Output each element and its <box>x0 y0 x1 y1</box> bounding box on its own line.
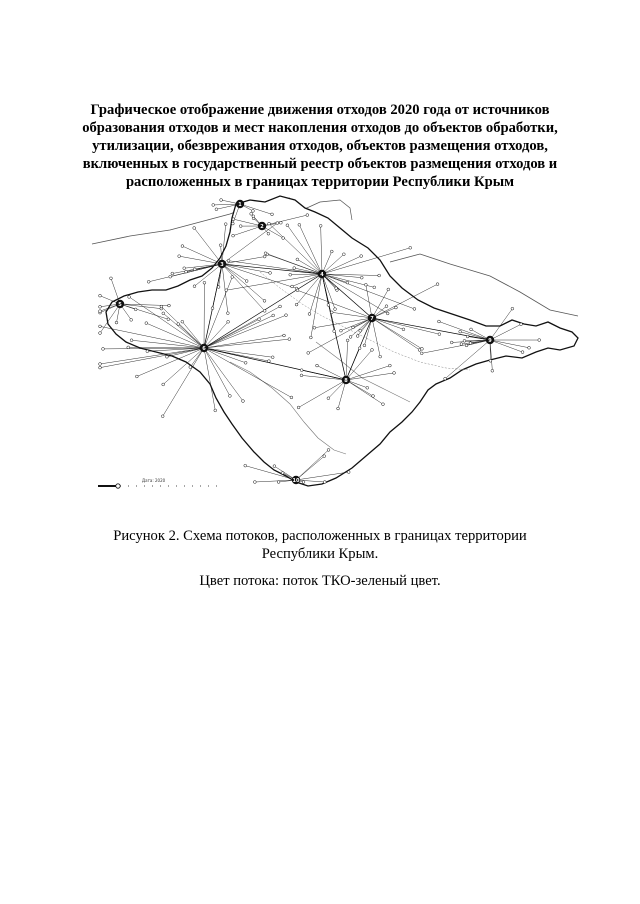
waste-source-point <box>162 383 165 386</box>
waste-source-point <box>135 375 138 378</box>
waste-source-point <box>444 377 447 380</box>
waste-source-point <box>99 325 102 328</box>
waste-source-point <box>379 355 382 358</box>
waste-source-point <box>228 395 231 398</box>
waste-source-point <box>279 221 282 224</box>
waste-source-point <box>313 326 316 329</box>
waste-source-point <box>252 209 255 212</box>
waste-source-point <box>466 335 469 338</box>
waste-source-point <box>372 395 375 398</box>
flow-line <box>182 246 222 264</box>
waste-source-point <box>168 304 171 307</box>
waste-source-point <box>166 355 169 358</box>
hub-marker <box>342 376 350 384</box>
title-line: Графическое отображение движения отходов 2020 года от источников <box>90 102 550 118</box>
title-line: образования отходов и мест накопления отходов до объектов обработки, <box>82 120 558 136</box>
waste-source-point <box>319 224 322 227</box>
waste-source-point <box>193 227 196 230</box>
waste-source-point <box>436 283 439 286</box>
waste-source-point <box>296 289 299 292</box>
waste-source-point <box>360 276 363 279</box>
waste-source-point <box>363 344 366 347</box>
hub-number: 1 <box>238 201 242 208</box>
waste-source-point <box>511 307 514 310</box>
waste-source-point <box>214 409 217 412</box>
waste-source-point <box>253 481 256 484</box>
hub-marker <box>486 336 494 344</box>
waste-source-point <box>215 208 218 211</box>
waste-source-point <box>267 232 270 235</box>
waste-source-point <box>239 225 242 228</box>
waste-source-point <box>386 312 389 315</box>
waste-source-point <box>438 320 441 323</box>
waste-source-point <box>296 258 299 261</box>
peninsula-outline <box>106 196 578 486</box>
waste-source-point <box>298 223 301 226</box>
waste-source-point <box>227 320 230 323</box>
waste-source-point <box>232 234 235 237</box>
waste-source-point <box>327 304 330 307</box>
caption-line: Рисунок 2. Схема потоков, расположенных в границах территории <box>113 527 527 544</box>
waste-source-point <box>300 374 303 377</box>
waste-source-point <box>220 199 223 202</box>
waste-source-point <box>334 308 337 311</box>
waste-source-point <box>340 329 343 332</box>
waste-source-point <box>167 318 170 321</box>
waste-source-point <box>273 465 276 468</box>
waste-source-point <box>288 338 291 341</box>
waste-source-point <box>258 318 261 321</box>
waste-source-point <box>489 359 492 362</box>
hub-marker <box>368 314 376 322</box>
waste-source-point <box>402 328 405 331</box>
waste-source-point <box>346 281 349 284</box>
waste-source-point <box>146 350 149 353</box>
waste-source-point <box>293 267 296 270</box>
document-title <box>80 101 560 191</box>
waste-source-point <box>358 347 361 350</box>
waste-source-point <box>420 352 423 355</box>
waste-source-point <box>395 306 398 309</box>
waste-source-point <box>181 320 184 323</box>
waste-source-point <box>147 280 150 283</box>
title-line: включенных в государственный реестр объектов размещения отходов и <box>82 156 558 172</box>
waste-source-point <box>130 339 133 342</box>
crimea-waste-flow-map <box>90 192 580 502</box>
waste-source-point <box>521 351 524 354</box>
waste-source-point <box>366 386 369 389</box>
waste-source-point <box>356 335 359 338</box>
waste-source-point <box>282 237 285 240</box>
waste-source-point <box>373 286 376 289</box>
hub-number: 3 <box>220 261 224 268</box>
waste-source-point <box>385 305 388 308</box>
waste-source-point <box>169 275 172 278</box>
waste-source-point <box>177 323 180 326</box>
waste-source-point <box>134 308 137 311</box>
hub-marker <box>116 300 124 308</box>
map-figure <box>90 192 580 502</box>
waste-source-point <box>330 250 333 253</box>
scale-bar <box>98 484 220 488</box>
waste-source-point <box>337 407 340 410</box>
waste-source-point <box>281 471 284 474</box>
waste-source-point <box>145 322 148 325</box>
waste-source-point <box>302 481 305 484</box>
waste-source-point <box>217 286 220 289</box>
waste-source-point <box>231 222 234 225</box>
waste-source-point <box>285 314 288 317</box>
waste-source-point <box>242 400 245 403</box>
waste-source-point <box>286 224 289 227</box>
waste-source-point <box>491 369 494 372</box>
waste-source-point <box>225 289 228 292</box>
waste-source-point <box>219 244 222 247</box>
waste-source-point <box>290 396 293 399</box>
waste-source-point <box>323 481 326 484</box>
waste-source-point <box>263 255 266 258</box>
waste-source-point <box>212 204 215 207</box>
waste-source-point <box>185 270 188 273</box>
waste-source-point <box>327 449 330 452</box>
waste-source-point <box>291 285 294 288</box>
waste-source-point <box>226 312 229 315</box>
waste-source-point <box>271 356 274 359</box>
waste-source-point <box>387 288 390 291</box>
waste-source-point <box>413 308 416 311</box>
waste-source-point <box>127 346 130 349</box>
waste-source-point <box>459 330 462 333</box>
waste-source-point <box>252 215 255 218</box>
caption-line: Республики Крым. <box>261 545 379 562</box>
waste-source-point <box>99 310 102 313</box>
flow-color-note: Цвет потока: поток ТКО-зеленый цвет. <box>199 572 441 589</box>
hub-number: 10 <box>292 477 300 484</box>
waste-source-point <box>244 464 247 467</box>
waste-source-point <box>263 309 266 312</box>
waste-source-point <box>130 318 133 321</box>
waste-source-point <box>250 212 253 215</box>
hub-marker <box>218 260 226 268</box>
waste-source-point <box>364 283 367 286</box>
waste-source-point <box>189 366 192 369</box>
waste-source-point <box>211 307 214 310</box>
waste-source-point <box>323 455 326 458</box>
waste-source-point <box>102 348 105 351</box>
waste-source-point <box>99 294 102 297</box>
waste-source-point <box>171 272 174 275</box>
waste-source-point <box>409 246 412 249</box>
waste-source-point <box>99 366 102 369</box>
title-line: расположенных в границах территории Республики Крым <box>125 174 515 190</box>
waste-source-point <box>161 415 164 418</box>
waste-source-point <box>538 339 541 342</box>
hub-marker <box>292 476 300 484</box>
waste-source-point <box>272 314 275 317</box>
waste-source-point <box>307 352 310 355</box>
waste-source-point <box>279 305 282 308</box>
hub-number: 7 <box>370 315 374 322</box>
waste-source-point <box>263 299 266 302</box>
flow-line <box>179 256 222 264</box>
hub-number: 2 <box>260 223 264 230</box>
flow-line <box>255 480 296 482</box>
waste-source-point <box>306 214 309 217</box>
waste-source-point <box>271 213 274 216</box>
waste-source-point <box>327 397 330 400</box>
waste-source-point <box>465 344 468 347</box>
waste-source-point <box>268 222 271 225</box>
waste-source-point <box>264 252 267 255</box>
title-line: утилизации, обезвреживания отходов, объектов размещения отходов, <box>92 138 548 154</box>
waste-source-point <box>227 259 230 262</box>
waste-source-point <box>371 348 374 351</box>
waste-source-point <box>283 334 286 337</box>
waste-source-point <box>295 303 298 306</box>
waste-source-point <box>193 268 196 271</box>
waste-source-point <box>245 280 248 283</box>
hub-marker <box>200 344 208 352</box>
waste-source-point <box>183 267 186 270</box>
waste-source-point <box>267 360 270 363</box>
waste-source-point <box>231 276 234 279</box>
hub-marker <box>258 222 266 230</box>
hub-number: 5 <box>118 301 122 308</box>
waste-source-point <box>418 349 421 352</box>
waste-source-point <box>360 255 363 258</box>
waste-source-point <box>470 328 473 331</box>
hub-number: 9 <box>488 337 492 344</box>
waste-source-point <box>232 218 235 221</box>
waste-source-point <box>469 342 472 345</box>
map-base <box>92 196 578 488</box>
figure-caption <box>80 527 560 563</box>
waste-source-point <box>393 372 396 375</box>
waste-source-point <box>438 333 441 336</box>
waste-source-point <box>382 403 385 406</box>
waste-source-point <box>309 336 312 339</box>
waste-source-point <box>269 272 272 275</box>
waste-source-point <box>330 311 333 314</box>
waste-source-point <box>162 312 165 315</box>
waste-source-point <box>359 329 362 332</box>
waste-source-point <box>128 296 131 299</box>
waste-source-point <box>316 364 319 367</box>
hub-number: 8 <box>344 377 348 384</box>
waste-source-point <box>276 222 279 225</box>
waste-source-point <box>244 361 247 364</box>
waste-source-point <box>115 321 118 324</box>
waste-source-point <box>520 323 523 326</box>
waste-source-point <box>463 339 466 342</box>
waste-source-point <box>160 305 163 308</box>
waste-source-point <box>347 471 350 474</box>
hub-marker <box>318 270 326 278</box>
hub-number: 6 <box>202 345 206 352</box>
waste-source-point <box>277 481 280 484</box>
waste-source-point <box>352 326 355 329</box>
waste-source-point <box>346 339 349 342</box>
waste-source-point <box>224 223 227 226</box>
waste-source-point <box>378 274 381 277</box>
waste-source-point <box>528 346 531 349</box>
date-label: Дата: 2020 <box>142 478 166 483</box>
waste-source-point <box>335 287 338 290</box>
waste-source-point <box>388 364 391 367</box>
waste-source-point <box>178 255 181 258</box>
waste-source-point <box>342 253 345 256</box>
waste-source-point <box>333 330 336 333</box>
waste-source-point <box>99 363 102 366</box>
waste-source-point <box>181 245 184 248</box>
hub-number: 4 <box>320 271 324 278</box>
waste-source-point <box>193 285 196 288</box>
waste-source-point <box>99 332 102 335</box>
waste-source-point <box>300 369 303 372</box>
waste-source-point <box>460 343 463 346</box>
hub-marker <box>236 200 244 208</box>
waste-source-point <box>450 341 453 344</box>
waste-source-point <box>308 313 311 316</box>
flow-line <box>194 228 222 264</box>
waste-source-point <box>349 336 352 339</box>
waste-source-point <box>99 305 102 308</box>
waste-source-point <box>289 273 292 276</box>
waste-source-point <box>110 277 113 280</box>
waste-source-point <box>203 281 206 284</box>
waste-source-point <box>297 406 300 409</box>
